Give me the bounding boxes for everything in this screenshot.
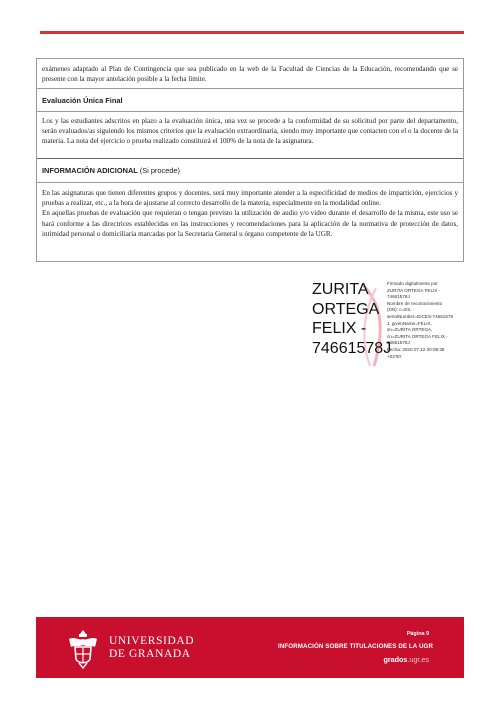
site-main: grados — [383, 655, 408, 664]
signer-name-line: FELIX - — [312, 320, 367, 337]
section-title: INFORMACIÓN ADICIONAL — [42, 166, 138, 175]
section-title: Evaluación Única Final — [42, 95, 123, 105]
header-accent-rule — [40, 31, 464, 34]
signature-detail-line: sn=ZURITA ORTEGA, — [387, 327, 433, 333]
single-final-evaluation-paragraph: Los y las estudiantes adscritos en plazo a la evaluación única, una vez se procede a la conformidad de su solicitud por parte del departamento, serán evaluados/as siguiendo los mismos criterios que la evaluación extraordinaria, siendo muy importante que contacten con el o la docente de la materia. La nota del ejercicio o prueba realizado constituirá el 100% de la nota de la asignatura. — [42, 117, 458, 146]
signer-name-line: ORTEGA — [312, 300, 380, 318]
section-subtitle: (Si procede) — [139, 166, 180, 175]
signature-detail-line: +02'00' — [387, 353, 402, 359]
degree-info-title[interactable]: INFORMACIÓN SOBRE TITULACIONES DE LA UGR — [278, 643, 434, 650]
page-footer — [36, 617, 464, 678]
signature-detail-line: 74661578J — [387, 294, 410, 300]
contingency-paragraph: exámenes adaptado al Plan de Contingencia que sea publicado en la web de la Facultad de Ciencias de la Educación, recomendando que se presente con la mayor antelación posible a la fecha límite. — [42, 65, 458, 84]
site-domain: .ugr.es — [407, 655, 429, 664]
signature-detail-line: 74661578J — [387, 340, 410, 346]
signature-detail-line: J, givenName=FELIX, — [387, 320, 432, 326]
page-number: Página 9 — [406, 631, 429, 637]
signature-detail-line: ZURITA ORTEGA FELIX - — [387, 287, 441, 293]
signer-name — [312, 280, 392, 358]
additional-info-paragraph-2: En aquellas pruebas de evaluación que requieran o tengan previsto la utilización de audio y/o video durante el desarrollo de la misma, este uso se hará conforme a las directrices establecidas en las instrucciones y recomendaciones para la aplicación de la normativa de protección de datos, intimidad personal o domiciliaria marcadas por la Secretaria General u órgano competente de la UGR. — [42, 209, 458, 238]
contingency-row — [37, 59, 463, 88]
signature-detail-line: cn=ZURITA ORTEGA FELIX - — [387, 333, 448, 339]
additional-info-header — [37, 158, 463, 182]
signature-detail-line: Fecha: 2020.07.12 00:08:38 — [387, 346, 445, 352]
single-final-evaluation-row — [37, 111, 463, 158]
content-table — [36, 58, 464, 262]
university-name-line-1: UNIVERSIDAD — [109, 635, 195, 647]
signer-name-line: 74661578J — [312, 339, 392, 357]
grados-site-link[interactable] — [383, 655, 429, 664]
additional-info-paragraph-1: En las asignaturas que tienen diferentes grupos y docentes, será muy importante atender a la especificidad de medios de impartición, ejercicios y pruebas a realizar, etc., a la hora de ajustarse al correcto desarrollo de la materia, especialmente en la modalidad online. — [42, 189, 458, 208]
university-name-line-2: DE GRANADA — [109, 648, 191, 660]
signature-detail-line: serialNumber=IDCES-74661578 — [387, 313, 454, 319]
signer-name-line: ZURITA — [312, 281, 369, 298]
signature-detail-line: Nombre de reconocimiento — [387, 300, 443, 306]
single-final-evaluation-header — [37, 88, 463, 111]
university-crest-icon — [65, 627, 101, 669]
additional-info-title-wrap — [37, 166, 185, 175]
signature-detail-line: Firmado digitalmente por — [387, 281, 438, 286]
digital-signature-details — [387, 281, 467, 360]
signature-detail-line: (DN): c=ES, — [387, 307, 412, 313]
additional-info-row — [37, 182, 463, 261]
